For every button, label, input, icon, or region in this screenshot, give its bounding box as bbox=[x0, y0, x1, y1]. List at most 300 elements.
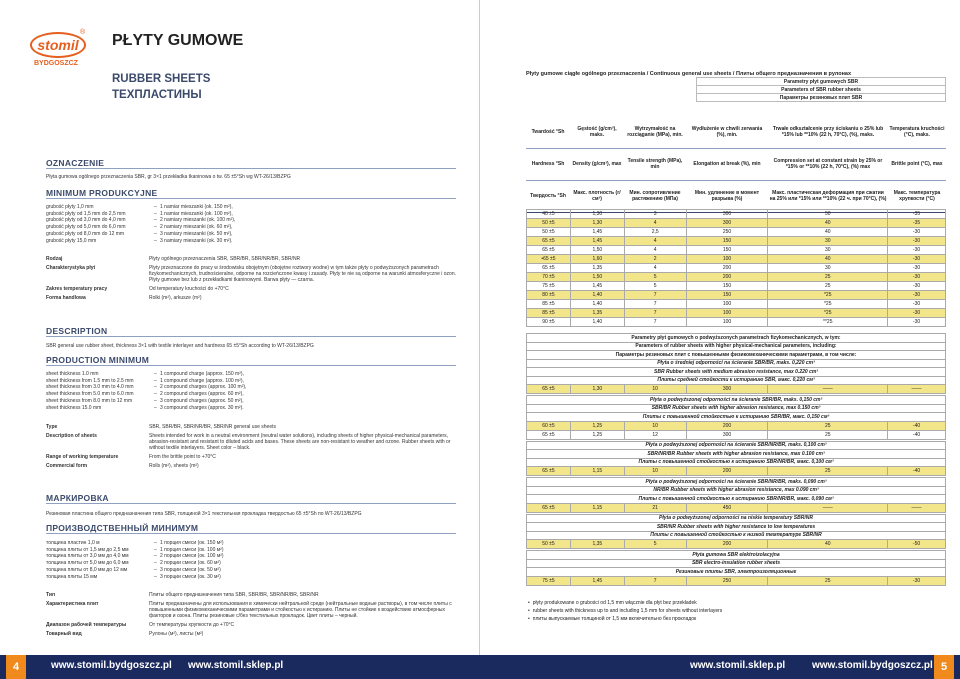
table-cell: 25 bbox=[768, 273, 888, 282]
kv-row bbox=[46, 601, 456, 619]
table-cell: 2,5 bbox=[624, 228, 686, 237]
kv-value: Płyty ogólnego przeznaczenia SBR, SBR/BR, SBR/NR/BR, SBR/NR bbox=[149, 256, 301, 262]
en-head: DESCRIPTION bbox=[46, 326, 456, 337]
table-cell: 70 ±5 bbox=[527, 273, 571, 282]
table-cell: 25 bbox=[768, 430, 888, 439]
kv-key: Rodzaj bbox=[46, 256, 63, 262]
list-item-dash: – bbox=[154, 560, 157, 567]
list-item-thickness: sheet thickness 15.0 mm bbox=[46, 404, 102, 411]
list-item-thickness: grubość płyty od 3,0 mm do 4,0 mm bbox=[46, 217, 126, 224]
kv-row bbox=[46, 631, 456, 637]
block-header-cell: Parameters of rubber sheets with higher physical-mechanical parameters, including: bbox=[527, 342, 946, 351]
table-cell: 100 bbox=[686, 255, 768, 264]
block-header-row bbox=[527, 342, 946, 351]
table-cell: 150 bbox=[686, 246, 768, 255]
column-header: Compression set at constant strain by 25% or *15% or **10% (22 h, 70°C), (%) max bbox=[768, 148, 888, 180]
block-header-cell: Płyta o średniej odporności na ścieranie SBR/BR, maks. 0,220 cm³ bbox=[527, 359, 946, 368]
kv-key: Zakres temperatury pracy bbox=[46, 286, 108, 292]
block-header-cell: NR/BR Rubber sheets with higher abrasion resistance, max 0.090 cm³ bbox=[527, 486, 946, 495]
table-cell: -30 bbox=[888, 309, 946, 318]
list-item-thickness: sheet thickness from 3.0 mm to 4.0 mm bbox=[46, 384, 134, 391]
list-item-amount: 3 порции смеси (ок. 50 м²) bbox=[160, 566, 221, 573]
table-row bbox=[527, 273, 946, 282]
list-item-dash: – bbox=[154, 224, 157, 231]
table-cell: —— bbox=[888, 385, 946, 394]
table-cell: 2 bbox=[624, 255, 686, 264]
table-cell: -30 bbox=[888, 228, 946, 237]
left-page bbox=[0, 0, 480, 655]
kv-row bbox=[46, 592, 456, 598]
table-cell: 5 bbox=[624, 273, 686, 282]
block-header bbox=[526, 333, 946, 360]
table-row bbox=[527, 219, 946, 228]
table-cell: 65 ±5 bbox=[527, 385, 571, 394]
list-item-thickness: sheet thickness from 8.0 mm to 12 mm bbox=[46, 397, 133, 404]
block-header bbox=[526, 359, 946, 386]
table-cell: -30 bbox=[888, 300, 946, 309]
column-header: Макс. плотность (г/см³) bbox=[570, 180, 624, 212]
table-cell: -40 bbox=[888, 421, 946, 430]
list-item-thickness: толщина плиты от 5,0 мм до 6,0 мм bbox=[46, 560, 129, 567]
table-cell: 4 bbox=[624, 237, 686, 246]
table-cell: 1,40 bbox=[570, 318, 624, 327]
list-item-amount: 1 порция смеси (ок. 150 м²) bbox=[160, 540, 224, 546]
list-item bbox=[46, 553, 224, 560]
table-cell: 5 bbox=[624, 282, 686, 291]
list-item-thickness: толщина плиты от 3,0 мм до 4,0 мм bbox=[46, 553, 129, 560]
table-cell: 100 bbox=[686, 300, 768, 309]
table-cell: 10 bbox=[624, 385, 686, 394]
column-header: Мин. сопротивление растяжению (МПа) bbox=[624, 180, 686, 212]
table-cell: 60 ±5 bbox=[527, 421, 571, 430]
column-header: Wydłużenie w chwili zerwania (%), min. bbox=[686, 116, 768, 148]
table-cell: 25 bbox=[768, 282, 888, 291]
table-cell: 200 bbox=[686, 273, 768, 282]
table-cell: 4 bbox=[624, 246, 686, 255]
ru-list bbox=[46, 540, 224, 580]
subtitle bbox=[112, 71, 210, 103]
table-row bbox=[527, 264, 946, 273]
table-row bbox=[527, 237, 946, 246]
block-header-cell: Параметры резиновых плит с повышенными физикомеханическими параметрами, в том числе: bbox=[527, 351, 946, 360]
block-header-row bbox=[527, 450, 946, 459]
list-item bbox=[46, 238, 235, 245]
table-cell: 200 bbox=[686, 264, 768, 273]
table-cell: 12 bbox=[624, 430, 686, 439]
table-cell: 65 ±5 bbox=[527, 467, 571, 476]
list-item bbox=[46, 211, 235, 218]
block-header-cell: Плиты с повышенной стойкостью к истиранию SBR/NR/BR, макс. 0,100 см³ bbox=[527, 458, 946, 467]
table-cell: *25 bbox=[768, 309, 888, 318]
table-cell: 40 ±5 bbox=[527, 210, 571, 219]
list-item bbox=[46, 204, 235, 211]
kv-key: Description of sheets bbox=[46, 433, 97, 439]
table-row bbox=[527, 421, 946, 430]
block-header-cell: Płyta o podwyższonej odporności na ścieranie SBR/BR, maks. 0,150 cm³ bbox=[527, 396, 946, 405]
block-header-cell: Резиновые плиты SBR, электроизоляционные bbox=[527, 568, 946, 577]
kv-value: От температуры хрупкости до +70°C bbox=[149, 622, 235, 628]
table-cell: -30 bbox=[888, 237, 946, 246]
block-header-cell: Płyta o podwyższonej odporności na ścieranie SBR/NR/BR, maks. 0,090 cm³ bbox=[527, 478, 946, 487]
kv-value: Плиты общего предназначения типа SBR, SBR/BR, SBR/NR/BR, SBR/NR bbox=[149, 592, 319, 598]
block-header-row bbox=[527, 359, 946, 368]
table-cell: 1,35 bbox=[570, 264, 624, 273]
block-header-row bbox=[527, 334, 946, 343]
block-header-row bbox=[527, 404, 946, 413]
table-cell: 1,35 bbox=[570, 309, 624, 318]
table-row bbox=[527, 385, 946, 394]
table-cell: •65 ±5 bbox=[527, 255, 571, 264]
list-item-amount: 3 порции смеси (ок. 30 м²) bbox=[160, 573, 221, 580]
list-item bbox=[46, 547, 224, 554]
page-number-right: 5 bbox=[934, 655, 954, 679]
list-item bbox=[46, 574, 224, 581]
block-header-row bbox=[527, 396, 946, 405]
table-cell: 150 bbox=[686, 291, 768, 300]
list-item bbox=[46, 405, 246, 412]
table-cell: 40 bbox=[768, 540, 888, 549]
column-header: Макс. температура хрупкости (°C) bbox=[888, 180, 946, 212]
list-item-dash: – bbox=[154, 210, 157, 217]
table-row bbox=[527, 291, 946, 300]
table-sub-en: Parameters of SBR rubber sheets bbox=[697, 86, 946, 94]
table-cell: -40 bbox=[888, 467, 946, 476]
table-cell: 65 ±5 bbox=[527, 237, 571, 246]
list-item bbox=[46, 371, 246, 378]
list-item-dash: – bbox=[154, 204, 157, 210]
table-cell: 4 bbox=[624, 219, 686, 228]
table-title-block bbox=[526, 71, 946, 102]
list-item-dash: – bbox=[154, 230, 157, 237]
kv-value: From the brittle point to +70°C bbox=[149, 454, 216, 460]
table-cell: **25 bbox=[768, 318, 888, 327]
table-cell: 200 bbox=[686, 421, 768, 430]
header-row bbox=[526, 148, 946, 180]
footnote-item: • rubber sheets with thickness up to and including 1,5 mm for sheets without interlayers bbox=[534, 608, 722, 616]
kv-row bbox=[46, 454, 456, 460]
list-item-thickness: толщина плиты от 1,5 мм до 2,5 мм bbox=[46, 546, 129, 553]
table-cell: -35 bbox=[888, 219, 946, 228]
table-cell: 40 bbox=[768, 255, 888, 264]
kv-key: Commercial form bbox=[46, 463, 88, 469]
table-cell: 100 bbox=[686, 318, 768, 327]
table-cell: 1,50 bbox=[570, 246, 624, 255]
table-cell: 150 bbox=[686, 282, 768, 291]
column-header: Макс. пластическая деформация при сжатии на 25% или *15% или **10% (22 ч. при 70°C), (%) bbox=[768, 180, 888, 212]
list-item-amount: 1 namiar mieszanki (ok. 100 m²), bbox=[160, 210, 233, 217]
list-item-amount: 2 compound charges (approx. 60 m²), bbox=[160, 391, 244, 398]
table-row bbox=[527, 210, 946, 219]
table-cell: 85 ±5 bbox=[527, 300, 571, 309]
list-item bbox=[46, 231, 235, 238]
table-cell: 75 ±5 bbox=[527, 282, 571, 291]
block-header-cell: SBR/BR Rubber sheets with higher abrasion resistance, max 0.150 cm³ bbox=[527, 404, 946, 413]
footnotes bbox=[534, 600, 722, 623]
table-cell: 50 bbox=[768, 210, 888, 219]
list-item-amount: 3 namiary mieszanki (ok. 50 m²), bbox=[160, 230, 233, 237]
table-cell: 65 ±5 bbox=[527, 246, 571, 255]
kv-row bbox=[46, 256, 456, 262]
table-cell: 1,30 bbox=[570, 385, 624, 394]
list-item-amount: 2 namiary mieszanki (ok. 100 m²), bbox=[160, 217, 236, 224]
table-cell: 200 bbox=[686, 540, 768, 549]
list-item-thickness: sheet thickness from 1.5 mm to 2.5 mm bbox=[46, 377, 134, 384]
table-cell: 30 bbox=[768, 246, 888, 255]
title-en: RUBBER SHEETS bbox=[112, 73, 211, 85]
table-cell: 90 ±5 bbox=[527, 318, 571, 327]
kv-row bbox=[46, 286, 456, 292]
table-cell: 7 bbox=[624, 300, 686, 309]
block-header-row bbox=[527, 559, 946, 568]
table-cell: 21 bbox=[624, 503, 686, 512]
kv-key: Товарный вид bbox=[46, 631, 82, 637]
table-cell: 250 bbox=[686, 228, 768, 237]
list-item-dash: – bbox=[154, 217, 157, 224]
footnote-item: • płyty produkowane o grubości od 1,5 mm włącznie dla płyt bez przekładek bbox=[534, 600, 722, 608]
table-row bbox=[527, 467, 946, 476]
table-cell: 10 bbox=[624, 467, 686, 476]
block-header-row bbox=[527, 523, 946, 532]
table-cell: *25 bbox=[768, 291, 888, 300]
block-header-cell: Parametry płyt gumowych o podwyższonych parametrach fizykomechanicznych, w tym: bbox=[527, 334, 946, 343]
block-header-cell: Плиты с повышенной стойкостью к истиранию SBR/NR/BR, макс. 0,090 см³ bbox=[527, 495, 946, 504]
footer-url-4[interactable]: www.stomil.bydgoszcz.pl bbox=[812, 660, 933, 671]
table-row bbox=[527, 503, 946, 512]
kv-value: Sheets intended for work in a neutral environment (neutral water solutions), including sheets of higher physical-mechanical parameters, abrasion-resistant and resistant to diluted acids and bases. These sheets are non-resistant to weather and ozone. Rubber sheets with or without textile interlayers. Sheet color – black. bbox=[149, 433, 451, 451]
list-item-amount: 1 namiar mieszanki (ok. 150 m²), bbox=[160, 204, 233, 210]
table-cell: 75 ±5 bbox=[527, 576, 571, 585]
kv-key: Charakterystyka płyt bbox=[46, 265, 96, 271]
list-item-amount: 3 namiary mieszanki (ok. 30 m²). bbox=[160, 237, 233, 244]
table-cell: 40 bbox=[768, 219, 888, 228]
block-table bbox=[526, 421, 946, 440]
block-header-cell: Плиты средней стойкости к истиранию SBR, макс. 0,220 см³ bbox=[527, 376, 946, 385]
oz-head: OZNACZENIE bbox=[46, 158, 456, 169]
parameters-table bbox=[526, 209, 946, 327]
kv-row bbox=[46, 433, 456, 451]
column-header: Twardość °Sh bbox=[526, 116, 570, 148]
list-item-amount: 3 compound charges (approx. 50 m²), bbox=[160, 397, 244, 404]
en-kv bbox=[46, 424, 456, 472]
table-cell: 3 bbox=[624, 210, 686, 219]
table-cell: 1,50 bbox=[570, 273, 624, 282]
kv-key: Тип bbox=[46, 592, 55, 598]
header-row bbox=[526, 180, 946, 212]
kv-value: SBR, SBR/BR, SBR/NR/BR, SBR/NR general use sheets bbox=[149, 424, 276, 430]
table-cell: 1,15 bbox=[570, 503, 624, 512]
table-subtitle bbox=[696, 77, 946, 102]
column-header: Brittle point (°C), max bbox=[888, 148, 946, 180]
ru-kv bbox=[46, 592, 456, 640]
column-header: Мин. удлинение в момент разрыва (%) bbox=[686, 180, 768, 212]
table-cell: 300 bbox=[686, 210, 768, 219]
list-item-amount: 2 compound charges (approx. 100 m²), bbox=[160, 384, 247, 391]
list-item-amount: 1 compound charge (approx. 150 m²), bbox=[160, 371, 244, 377]
table-cell: 80 ±5 bbox=[527, 291, 571, 300]
table-cell: 10 bbox=[624, 421, 686, 430]
list-item-dash: – bbox=[154, 397, 157, 404]
en-min-head: PRODUCTION MINIMUM bbox=[46, 355, 456, 366]
footer-url-3[interactable]: www.stomil.sklep.pl bbox=[690, 660, 786, 671]
table-cell: 65 ±5 bbox=[527, 264, 571, 273]
kv-key: Forma handlowa bbox=[46, 295, 86, 301]
table-row bbox=[527, 246, 946, 255]
block-header-cell: Płyta o podwyższonej odporności na niskie temperatury SBR/NR bbox=[527, 514, 946, 523]
column-header: Density (g/cm³), max bbox=[570, 148, 624, 180]
kv-key: Диапазон рабочей температуры bbox=[46, 622, 127, 628]
oz-kv bbox=[46, 256, 456, 304]
table-cell: 200 bbox=[686, 467, 768, 476]
table-cell: 40 bbox=[768, 228, 888, 237]
footnote-item: • плиты выпускаемые толщиной от 1,5 мм включительно без прокладок bbox=[534, 616, 722, 624]
table-cell: 1,40 bbox=[570, 300, 624, 309]
table-cell: -30 bbox=[888, 282, 946, 291]
page-title: PŁYTY GUMOWE bbox=[112, 32, 244, 49]
list-item-dash: – bbox=[154, 391, 157, 398]
table-sub-pl: Parametry płyt gumowych SBR bbox=[697, 78, 946, 86]
column-header: Trwałe odkształcenie przy ściskaniu o 25% lub *15% lub **10% (22 h, 70°C), (%), maks. bbox=[768, 116, 888, 148]
list-item bbox=[46, 391, 246, 398]
footer-url-2[interactable]: www.stomil.sklep.pl bbox=[188, 660, 284, 671]
kv-key: Type bbox=[46, 424, 58, 430]
list-item-dash: – bbox=[154, 566, 157, 573]
table-cell: 1,30 bbox=[570, 219, 624, 228]
kv-value: Od temperatury kruchości do +70°C bbox=[149, 286, 229, 292]
table-row bbox=[527, 318, 946, 327]
list-item-dash: – bbox=[154, 237, 157, 244]
list-item-dash: – bbox=[154, 371, 157, 377]
block-header-cell: SBR/NR/BR Rubber sheets with higher abrasion resistance, max 0.100 cm³ bbox=[527, 450, 946, 459]
kv-value: Рулоны (м²), листы (м²) bbox=[149, 631, 204, 637]
list-item-dash: – bbox=[154, 540, 157, 546]
block-header-cell: Плиты с повышенной стойкостью к истиранию SBR/BR, макс. 0,150 см³ bbox=[527, 413, 946, 422]
list-item-thickness: grubość płyty 15,0 mm bbox=[46, 237, 97, 244]
table-row bbox=[527, 309, 946, 318]
table-cell: 1,45 bbox=[570, 576, 624, 585]
list-item bbox=[46, 217, 235, 224]
list-item bbox=[46, 398, 246, 405]
logo-oval: stomil bbox=[30, 32, 86, 58]
list-item-dash: – bbox=[154, 546, 157, 553]
table-cell: 300 bbox=[686, 219, 768, 228]
table-cell: 1,45 bbox=[570, 282, 624, 291]
table-cell: -30 bbox=[888, 318, 946, 327]
table-cell: 1,25 bbox=[570, 430, 624, 439]
block-table bbox=[526, 539, 946, 549]
block-header-row bbox=[527, 551, 946, 560]
table-cell: 65 ±5 bbox=[527, 503, 571, 512]
block-header-cell: SBR electro-insulation rubber sheets bbox=[527, 559, 946, 568]
table-cell: -50 bbox=[888, 540, 946, 549]
table-cell: 7 bbox=[624, 576, 686, 585]
table-row bbox=[527, 255, 946, 264]
list-item-thickness: grubość płyty 1,0 mm bbox=[46, 204, 94, 210]
en-text: SBR general use rubber sheet, thickness 3×1 with textile interlayer and hardness 65 ±5°Sh according to WT-26/13/BZPG bbox=[46, 343, 314, 349]
table-cell: 1,40 bbox=[570, 291, 624, 300]
table-cell: 300 bbox=[686, 385, 768, 394]
list-item-amount: 2 порции смеси (ок. 60 м²) bbox=[160, 560, 221, 567]
list-item-thickness: толщина плиты 15 мм bbox=[46, 573, 98, 580]
table-cell: -30 bbox=[888, 576, 946, 585]
column-header: Tensile strength (MPa), min bbox=[624, 148, 686, 180]
list-item bbox=[46, 540, 224, 547]
footer-url-1[interactable]: www.stomil.bydgoszcz.pl bbox=[51, 660, 172, 671]
kv-value: Rolls (m²), sheets (m²) bbox=[149, 463, 199, 469]
block-header-row bbox=[527, 486, 946, 495]
kv-key: Характеристика плит bbox=[46, 601, 99, 607]
table-cell: 50 ±5 bbox=[527, 219, 571, 228]
list-item bbox=[46, 567, 224, 574]
table-cell: 300 bbox=[686, 430, 768, 439]
table-cell: 1,45 bbox=[570, 237, 624, 246]
table-cell: 85 ±5 bbox=[527, 309, 571, 318]
list-item bbox=[46, 560, 224, 567]
table-cell: 1,15 bbox=[570, 467, 624, 476]
block-header-cell: SBR/NR Rubber sheets with higher resistance to low temperatures bbox=[527, 523, 946, 532]
block-table bbox=[526, 466, 946, 476]
table-cell: -40 bbox=[888, 430, 946, 439]
table-cell: 7 bbox=[624, 291, 686, 300]
list-item bbox=[46, 384, 246, 391]
block-table bbox=[526, 503, 946, 513]
block-header-cell: Płyta o podwyższonej odporności na ścieranie SBR/NR/BR, maks. 0,100 cm³ bbox=[527, 441, 946, 450]
ru-head: МАРКИРОВКА bbox=[46, 493, 456, 504]
block-header bbox=[526, 550, 946, 577]
page-number-left: 4 bbox=[6, 655, 26, 679]
table-cell: —— bbox=[888, 503, 946, 512]
table-row bbox=[527, 430, 946, 439]
kv-value: Płyty przeznaczone do pracy w środowisku obojętnym (obojętne roztwory wodne) w tym także płyty o podwyższonych parametrach fizykomechanicznych, trudnościeralne, odporne na rozcieńczone kwasy i zasady. Płyty te nie są odporne na warunki atmosferyczne i ozon. Płyty gumowe bez lub z przekładkami tkaninowymi. Barwa płyty — czarna. bbox=[149, 265, 457, 283]
kv-key: Range of working temperature bbox=[46, 454, 119, 460]
block-header-row bbox=[527, 514, 946, 523]
oz-list bbox=[46, 204, 235, 244]
ru-text: Резиновая пластина общего предназначения типа SBR, толщиной 3×1 текстильная прокладка твердостью 65 ±5°Sh по WT-26/13/BZPG bbox=[46, 511, 362, 517]
table-cell: 65 ±5 bbox=[527, 430, 571, 439]
list-item-amount: 2 порции смеси (ок. 100 м²) bbox=[160, 553, 224, 560]
kv-row bbox=[46, 622, 456, 628]
kv-value: Rolki (m²), arkusze (m²) bbox=[149, 295, 202, 301]
table-row bbox=[527, 540, 946, 549]
table-cell: -30 bbox=[888, 291, 946, 300]
en-list bbox=[46, 371, 246, 411]
ru-min-head: ПРОИЗВОДСТВЕННЫЙ МИНИМУМ bbox=[46, 523, 456, 534]
table-cell: 1,25 bbox=[570, 421, 624, 430]
table-cell: 1,30 bbox=[570, 210, 624, 219]
table-sub-ru: Параметры резиновых плит SBR bbox=[697, 94, 946, 102]
list-item-amount: 1 compound charge (approx. 100 m²), bbox=[160, 377, 244, 384]
block-header-cell: SBR Rubber sheets with medium abrasion resistance, max 0.220 cm³ bbox=[527, 368, 946, 377]
column-header: Temperatura kruchości (°C), maks. bbox=[888, 116, 946, 148]
table-cell: -30 bbox=[888, 273, 946, 282]
stomil-logo bbox=[30, 29, 88, 72]
table-cell: 50 ±5 bbox=[527, 228, 571, 237]
logo-reg: ® bbox=[80, 29, 86, 36]
table-cell: 7 bbox=[624, 318, 686, 327]
table-row bbox=[527, 576, 946, 585]
kv-row bbox=[46, 424, 456, 430]
table-row bbox=[527, 228, 946, 237]
table-cell: *25 bbox=[768, 300, 888, 309]
table-cell: —— bbox=[768, 503, 888, 512]
column-headers bbox=[526, 116, 946, 213]
table-cell: -35 bbox=[888, 210, 946, 219]
table-title: Płyty gumowe ciągłe ogólnego przeznaczenia / Continuous general use sheets / Плиты общего предназначения в рулонах bbox=[526, 71, 852, 77]
block-header-cell: Плиты с повышенной стойкостью к низкой температуре SBR/NR bbox=[527, 531, 946, 540]
table-cell: 450 bbox=[686, 503, 768, 512]
list-item-amount: 2 namiary mieszanki (ok. 60 m²), bbox=[160, 224, 233, 231]
table-cell: —— bbox=[768, 385, 888, 394]
table-row bbox=[527, 300, 946, 309]
